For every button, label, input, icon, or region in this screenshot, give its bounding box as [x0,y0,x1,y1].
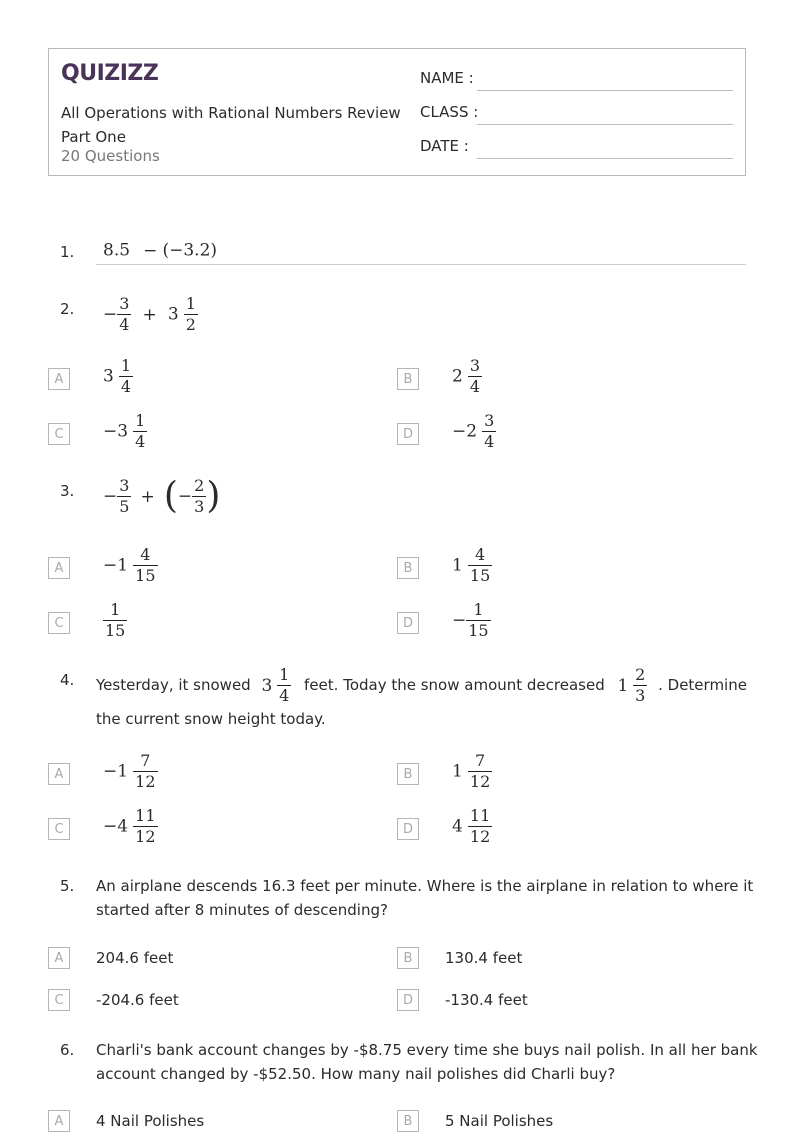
option-c[interactable]: -204.6 feet [96,991,179,1009]
worksheet-header [48,48,746,176]
question-2-number: 2. [60,300,75,318]
option-box-a[interactable]: A [48,947,70,969]
option-b[interactable]: 1 $\frac{7}{12}$ [452,751,491,791]
question-4-text: Yesterday, it snowed 3 $\frac{1}{4}$ feet. Today the snow amount decreased 1 $\frac{2}{3}$ . Determine [96,665,747,705]
option-d[interactable]: 4 $\frac{11}{12}$ [452,806,491,846]
question-4-text-line2: the current snow height today. [96,710,326,728]
question-5-text-line1: An airplane descends 16.3 feet per minute. Where is the airplane in relation to where it [96,877,754,895]
option-box-d[interactable]: D [397,818,419,840]
option-box-c[interactable]: C [48,612,70,634]
option-a[interactable]: −1 $\frac{7}{12}$ [103,751,156,791]
option-box-d[interactable]: D [397,612,419,634]
question-1-number: 1. [60,243,75,261]
question-2-expression: − $\frac{3}{4}$ + 3 $\frac{1}{2}$ [103,294,196,334]
option-b[interactable]: 2 $\frac{3}{4}$ [452,356,481,396]
option-box-c[interactable]: C [48,423,70,445]
question-5-text-line2: started after 8 minutes of descending? [96,901,388,919]
option-c[interactable]: −3 $\frac{1}{4}$ [103,411,146,451]
option-box-d[interactable]: D [397,989,419,1011]
name-label: NAME : [420,69,474,87]
question-3-number: 3. [60,482,75,500]
option-a[interactable]: −1 $\frac{4}{15}$ [103,545,156,585]
worksheet-title: All Operations with Rational Numbers Review Part One [61,104,401,146]
question-6-number: 6. [60,1041,75,1059]
option-a[interactable]: 4 Nail Polishes [96,1112,205,1130]
question-5-number: 5. [60,877,75,895]
option-box-a[interactable]: A [48,557,70,579]
option-d[interactable]: -130.4 feet [445,991,528,1009]
option-box-d[interactable]: D [397,423,419,445]
option-box-b[interactable]: B [397,557,419,579]
option-d[interactable]: − $\frac{1}{15}$ [452,600,489,640]
option-box-b[interactable]: B [397,368,419,390]
date-label: DATE : [420,137,469,155]
option-a[interactable]: 3 $\frac{1}{4}$ [103,356,132,396]
option-d[interactable]: −2 $\frac{3}{4}$ [452,411,495,451]
option-box-b[interactable]: B [397,1110,419,1132]
date-field[interactable] [477,157,733,159]
question-6-text-line2: account changed by -$52.50. How many nail polishes did Charli buy? [96,1065,616,1083]
option-box-b[interactable]: B [397,763,419,785]
question-1-answer-line[interactable] [96,264,746,265]
option-box-b[interactable]: B [397,947,419,969]
class-label: CLASS : [420,103,479,121]
question-count: 20 Questions [61,147,160,165]
option-box-a[interactable]: A [48,1110,70,1132]
question-1-expression: 8.5 − (−3.2) [103,240,218,261]
option-c[interactable]: $\frac{1}{15}$ [105,600,126,640]
option-b[interactable]: 5 Nail Polishes [445,1112,554,1130]
question-3-expression: − $\frac{3}{5}$ + (− $\frac{2}{3}$ ) [103,475,221,517]
option-box-c[interactable]: C [48,989,70,1011]
name-field[interactable] [477,89,733,91]
option-box-a[interactable]: A [48,763,70,785]
option-c[interactable]: −4 $\frac{11}{12}$ [103,806,156,846]
quizizz-logo: QUIZIZZ [61,61,159,86]
option-b[interactable]: 1 $\frac{4}{15}$ [452,545,491,585]
option-box-a[interactable]: A [48,368,70,390]
question-4-number: 4. [60,671,75,689]
option-b[interactable]: 130.4 feet [445,949,523,967]
option-a[interactable]: 204.6 feet [96,949,174,967]
class-field[interactable] [477,123,733,125]
option-box-c[interactable]: C [48,818,70,840]
question-6-text-line1: Charli's bank account changes by -$8.75 every time she buys nail polish. In all her bank [96,1041,758,1059]
